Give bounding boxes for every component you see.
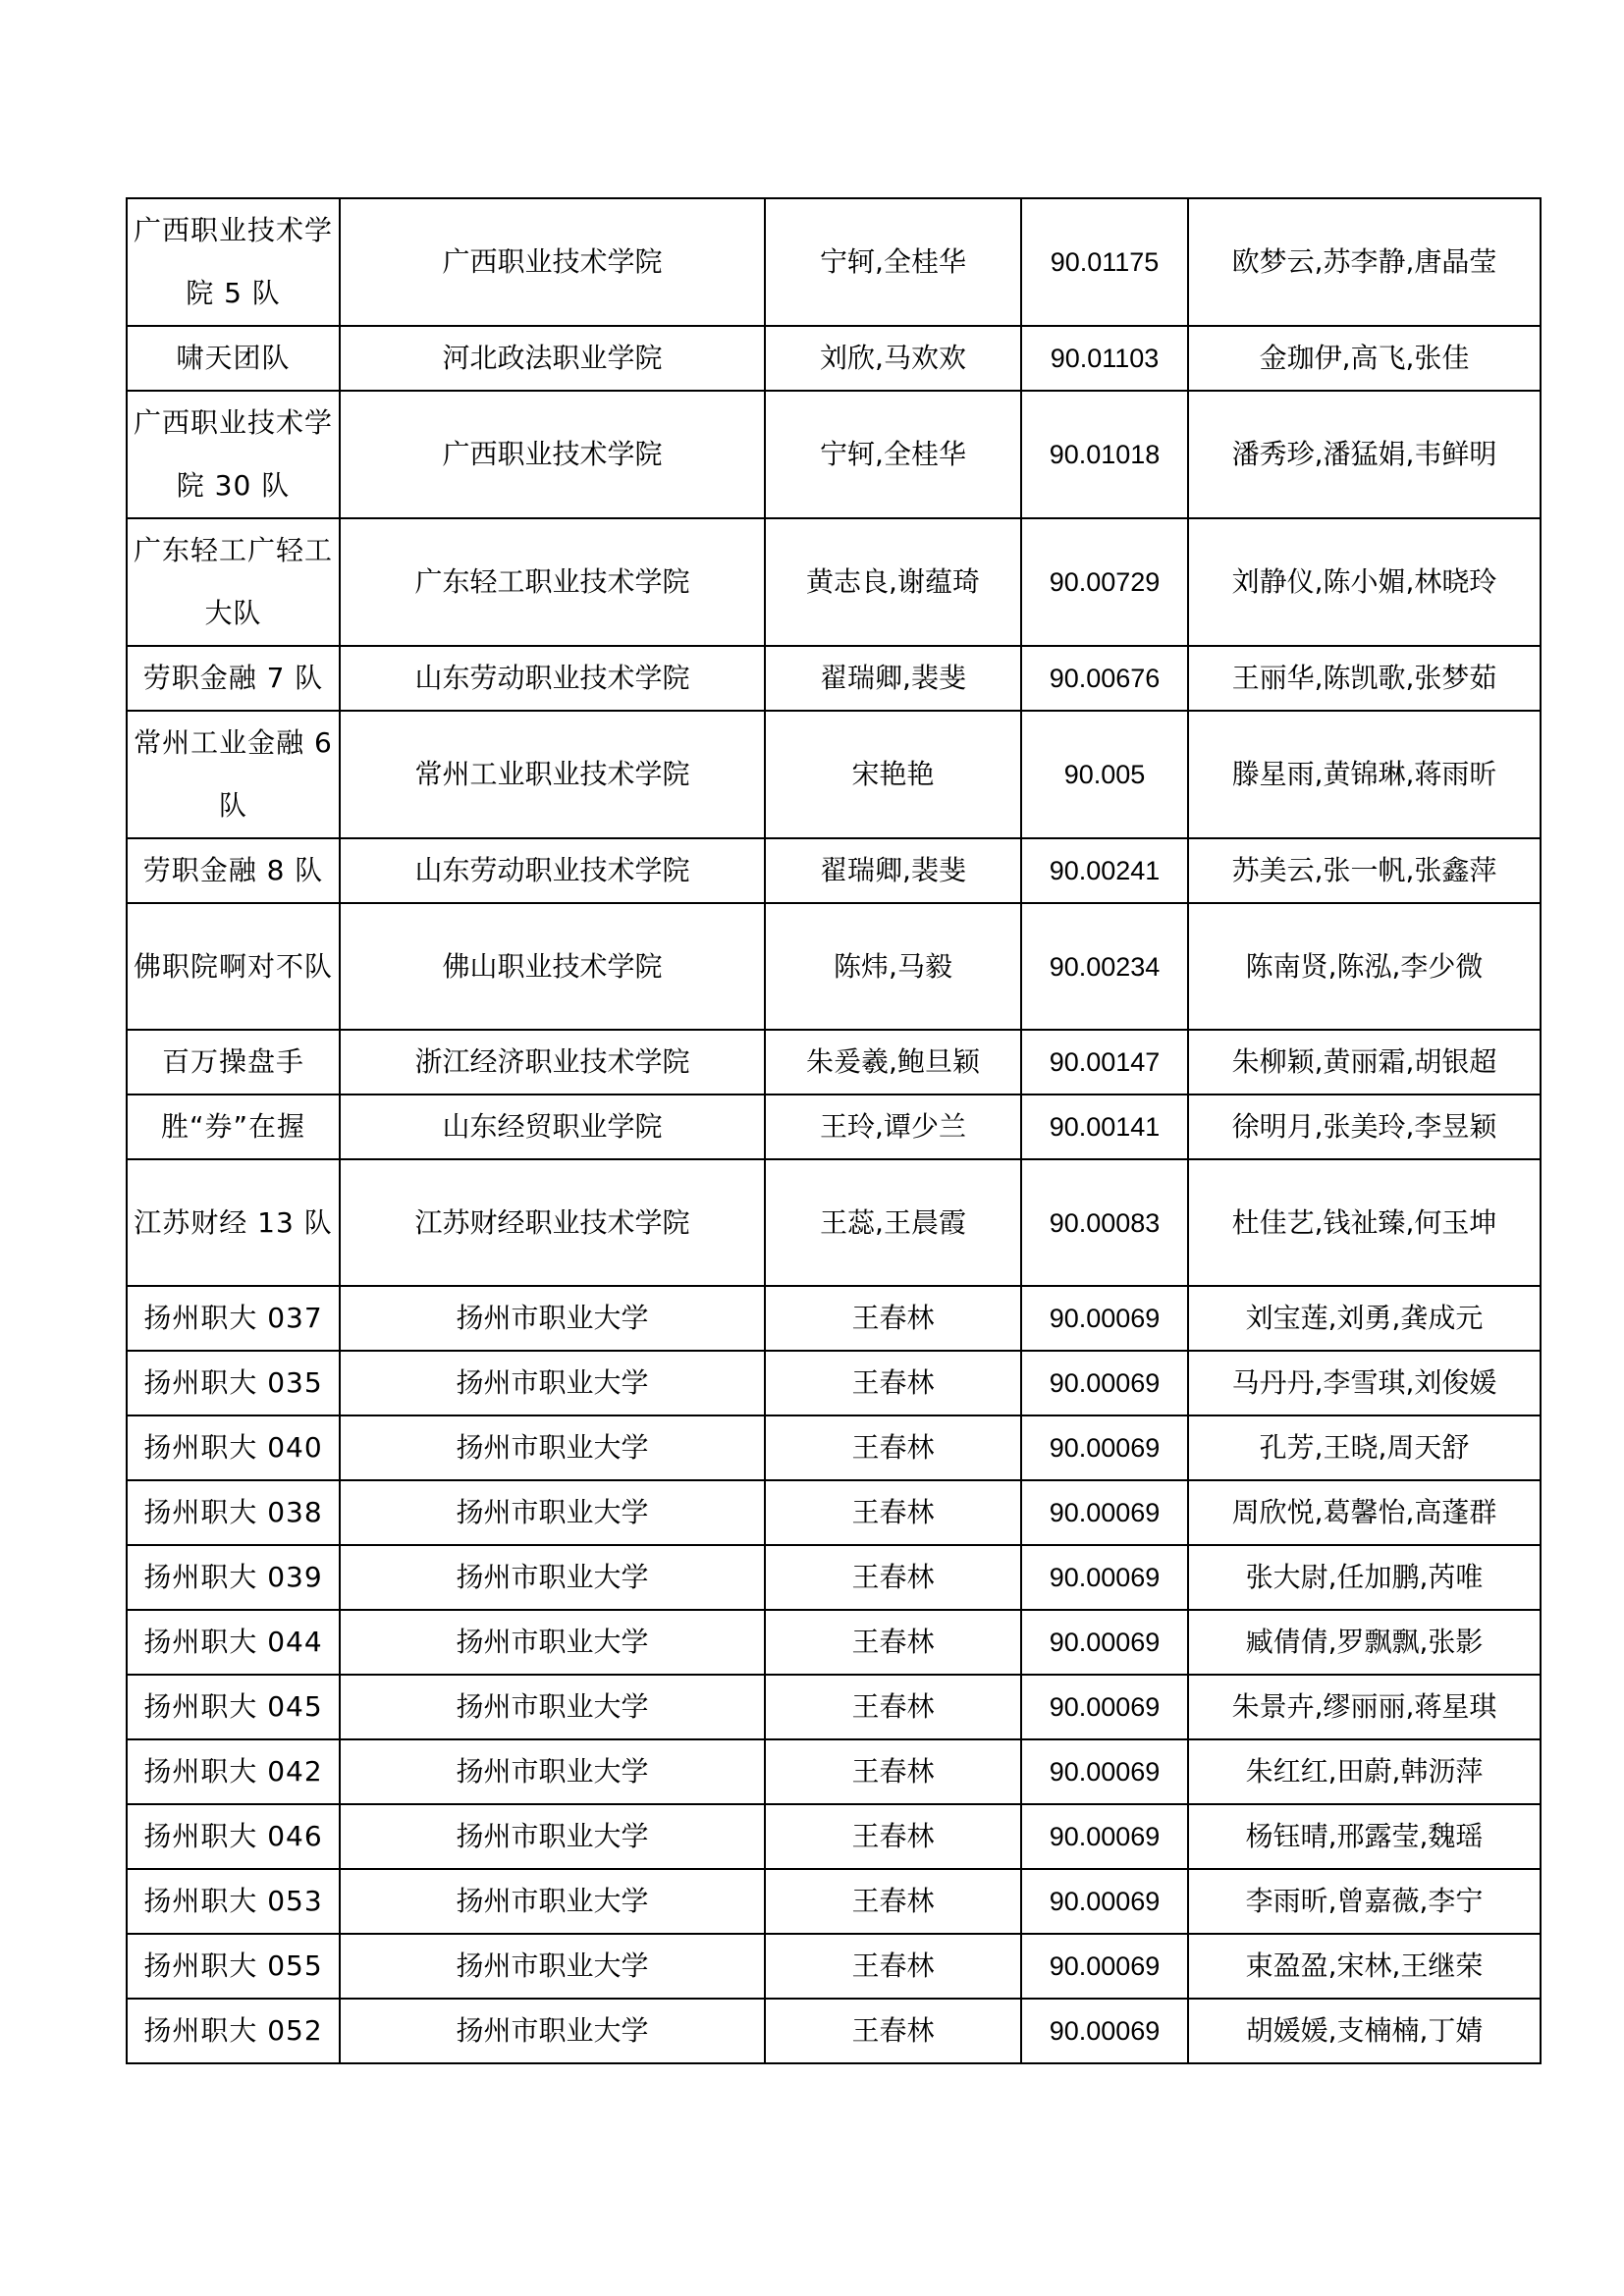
advisors-cell: 王春林 <box>765 1545 1021 1610</box>
advisors-cell: 王春林 <box>765 1480 1021 1545</box>
members-cell: 王丽华,陈凯歌,张梦茹 <box>1188 646 1541 711</box>
school-cell: 扬州市职业大学 <box>340 1286 765 1351</box>
advisors-cell: 宁轲,全桂华 <box>765 198 1021 326</box>
results-table <box>126 197 1542 2064</box>
school-cell: 广东轻工职业技术学院 <box>340 518 765 646</box>
school-cell: 常州工业职业技术学院 <box>340 711 765 838</box>
members-cell: 周欣悦,葛馨怡,高蓬群 <box>1188 1480 1541 1545</box>
advisors-cell: 王春林 <box>765 1739 1021 1804</box>
advisors-cell: 王蕊,王晨霞 <box>765 1159 1021 1286</box>
table-row <box>127 1934 1541 1999</box>
members-cell: 马丹丹,李雪琪,刘俊媛 <box>1188 1351 1541 1415</box>
school-cell: 山东经贸职业学院 <box>340 1095 765 1159</box>
table-row <box>127 1415 1541 1480</box>
score-cell: 90.00069 <box>1021 1675 1188 1739</box>
team-name-cell: 广东轻工广轻工大队 <box>127 518 340 646</box>
school-cell: 扬州市职业大学 <box>340 1999 765 2063</box>
team-name-cell: 江苏财经 13 队 <box>127 1159 340 1286</box>
table-row <box>127 198 1541 326</box>
score-cell: 90.00069 <box>1021 1545 1188 1610</box>
advisors-cell: 王春林 <box>765 1415 1021 1480</box>
score-cell: 90.00069 <box>1021 1999 1188 2063</box>
school-cell: 扬州市职业大学 <box>340 1415 765 1480</box>
school-cell: 佛山职业技术学院 <box>340 903 765 1030</box>
table-row <box>127 838 1541 903</box>
advisors-cell: 王春林 <box>765 1934 1021 1999</box>
advisors-cell: 王春林 <box>765 1675 1021 1739</box>
advisors-cell: 翟瑞卿,裴斐 <box>765 646 1021 711</box>
table-row <box>127 1675 1541 1739</box>
school-cell: 扬州市职业大学 <box>340 1480 765 1545</box>
advisors-cell: 宁轲,全桂华 <box>765 391 1021 518</box>
members-cell: 李雨昕,曾嘉薇,李宁 <box>1188 1869 1541 1934</box>
advisors-cell: 王春林 <box>765 1610 1021 1675</box>
team-name-cell: 胜“券”在握 <box>127 1095 340 1159</box>
score-cell: 90.00069 <box>1021 1480 1188 1545</box>
advisors-cell: 黄志良,谢蕴琦 <box>765 518 1021 646</box>
table-row <box>127 1030 1541 1095</box>
advisors-cell: 宋艳艳 <box>765 711 1021 838</box>
score-cell: 90.01103 <box>1021 326 1188 391</box>
team-name-cell: 扬州职大 052 <box>127 1999 340 2063</box>
table-row <box>127 1286 1541 1351</box>
school-cell: 扬州市职业大学 <box>340 1351 765 1415</box>
table-row <box>127 518 1541 646</box>
table-row <box>127 1159 1541 1286</box>
team-name-cell: 扬州职大 045 <box>127 1675 340 1739</box>
school-cell: 扬州市职业大学 <box>340 1610 765 1675</box>
table-row <box>127 1739 1541 1804</box>
members-cell: 欧梦云,苏李静,唐晶莹 <box>1188 198 1541 326</box>
members-cell: 刘宝莲,刘勇,龚成元 <box>1188 1286 1541 1351</box>
score-cell: 90.005 <box>1021 711 1188 838</box>
team-name-cell: 扬州职大 046 <box>127 1804 340 1869</box>
members-cell: 刘静仪,陈小媚,林晓玲 <box>1188 518 1541 646</box>
team-name-cell: 广西职业技术学院 5 队 <box>127 198 340 326</box>
score-cell: 90.01018 <box>1021 391 1188 518</box>
table-row <box>127 1545 1541 1610</box>
members-cell: 臧倩倩,罗飘飘,张影 <box>1188 1610 1541 1675</box>
table-row <box>127 1610 1541 1675</box>
table-row <box>127 1480 1541 1545</box>
members-cell: 金珈伊,高飞,张佳 <box>1188 326 1541 391</box>
school-cell: 浙江经济职业技术学院 <box>340 1030 765 1095</box>
members-cell: 张大尉,任加鹏,芮唯 <box>1188 1545 1541 1610</box>
advisors-cell: 王春林 <box>765 1804 1021 1869</box>
school-cell: 广西职业技术学院 <box>340 391 765 518</box>
results-table-body <box>127 198 1541 2063</box>
table-row <box>127 1869 1541 1934</box>
score-cell: 90.00069 <box>1021 1610 1188 1675</box>
members-cell: 滕星雨,黄锦琳,蒋雨昕 <box>1188 711 1541 838</box>
advisors-cell: 朱爰羲,鲍旦颖 <box>765 1030 1021 1095</box>
members-cell: 杨钰晴,邢露莹,魏瑶 <box>1188 1804 1541 1869</box>
school-cell: 扬州市职业大学 <box>340 1869 765 1934</box>
members-cell: 孔芳,王晓,周天舒 <box>1188 1415 1541 1480</box>
members-cell: 陈南贤,陈泓,李少微 <box>1188 903 1541 1030</box>
table-row <box>127 1095 1541 1159</box>
team-name-cell: 扬州职大 040 <box>127 1415 340 1480</box>
members-cell: 杜佳艺,钱祉臻,何玉坤 <box>1188 1159 1541 1286</box>
team-name-cell: 扬州职大 035 <box>127 1351 340 1415</box>
team-name-cell: 啸天团队 <box>127 326 340 391</box>
members-cell: 潘秀珍,潘猛娟,韦鲜明 <box>1188 391 1541 518</box>
score-cell: 90.00069 <box>1021 1804 1188 1869</box>
score-cell: 90.01175 <box>1021 198 1188 326</box>
score-cell: 90.00241 <box>1021 838 1188 903</box>
members-cell: 朱红红,田蔚,韩沥萍 <box>1188 1739 1541 1804</box>
score-cell: 90.00147 <box>1021 1030 1188 1095</box>
school-cell: 广西职业技术学院 <box>340 198 765 326</box>
table-row <box>127 711 1541 838</box>
score-cell: 90.00729 <box>1021 518 1188 646</box>
team-name-cell: 扬州职大 055 <box>127 1934 340 1999</box>
members-cell: 苏美云,张一帆,张鑫萍 <box>1188 838 1541 903</box>
team-name-cell: 扬州职大 042 <box>127 1739 340 1804</box>
score-cell: 90.00069 <box>1021 1286 1188 1351</box>
team-name-cell: 扬州职大 038 <box>127 1480 340 1545</box>
members-cell: 束盈盈,宋林,王继荣 <box>1188 1934 1541 1999</box>
score-cell: 90.00069 <box>1021 1739 1188 1804</box>
score-cell: 90.00069 <box>1021 1351 1188 1415</box>
school-cell: 扬州市职业大学 <box>340 1545 765 1610</box>
team-name-cell: 佛职院啊对不队 <box>127 903 340 1030</box>
team-name-cell: 广西职业技术学院 30 队 <box>127 391 340 518</box>
team-name-cell: 劳职金融 7 队 <box>127 646 340 711</box>
school-cell: 扬州市职业大学 <box>340 1739 765 1804</box>
advisors-cell: 翟瑞卿,裴斐 <box>765 838 1021 903</box>
school-cell: 山东劳动职业技术学院 <box>340 646 765 711</box>
table-row <box>127 1999 1541 2063</box>
table-row <box>127 326 1541 391</box>
advisors-cell: 陈炜,马毅 <box>765 903 1021 1030</box>
score-cell: 90.00141 <box>1021 1095 1188 1159</box>
table-row <box>127 1804 1541 1869</box>
table-row <box>127 646 1541 711</box>
advisors-cell: 王春林 <box>765 1286 1021 1351</box>
members-cell: 朱柳颖,黄丽霜,胡银超 <box>1188 1030 1541 1095</box>
school-cell: 扬州市职业大学 <box>340 1675 765 1739</box>
school-cell: 山东劳动职业技术学院 <box>340 838 765 903</box>
members-cell: 徐明月,张美玲,李昱颖 <box>1188 1095 1541 1159</box>
members-cell: 胡媛媛,支楠楠,丁婧 <box>1188 1999 1541 2063</box>
team-name-cell: 扬州职大 053 <box>127 1869 340 1934</box>
team-name-cell: 百万操盘手 <box>127 1030 340 1095</box>
advisors-cell: 刘欣,马欢欢 <box>765 326 1021 391</box>
school-cell: 河北政法职业学院 <box>340 326 765 391</box>
table-row <box>127 391 1541 518</box>
advisors-cell: 王玲,谭少兰 <box>765 1095 1021 1159</box>
advisors-cell: 王春林 <box>765 1999 1021 2063</box>
advisors-cell: 王春林 <box>765 1351 1021 1415</box>
score-cell: 90.00069 <box>1021 1869 1188 1934</box>
team-name-cell: 扬州职大 044 <box>127 1610 340 1675</box>
table-row <box>127 1351 1541 1415</box>
team-name-cell: 扬州职大 039 <box>127 1545 340 1610</box>
score-cell: 90.00069 <box>1021 1934 1188 1999</box>
school-cell: 江苏财经职业技术学院 <box>340 1159 765 1286</box>
team-name-cell: 常州工业金融 6 队 <box>127 711 340 838</box>
school-cell: 扬州市职业大学 <box>340 1934 765 1999</box>
school-cell: 扬州市职业大学 <box>340 1804 765 1869</box>
score-cell: 90.00676 <box>1021 646 1188 711</box>
team-name-cell: 扬州职大 037 <box>127 1286 340 1351</box>
score-cell: 90.00083 <box>1021 1159 1188 1286</box>
members-cell: 朱景卉,缪丽丽,蒋星琪 <box>1188 1675 1541 1739</box>
score-cell: 90.00069 <box>1021 1415 1188 1480</box>
team-name-cell: 劳职金融 8 队 <box>127 838 340 903</box>
advisors-cell: 王春林 <box>765 1869 1021 1934</box>
score-cell: 90.00234 <box>1021 903 1188 1030</box>
table-row <box>127 903 1541 1030</box>
